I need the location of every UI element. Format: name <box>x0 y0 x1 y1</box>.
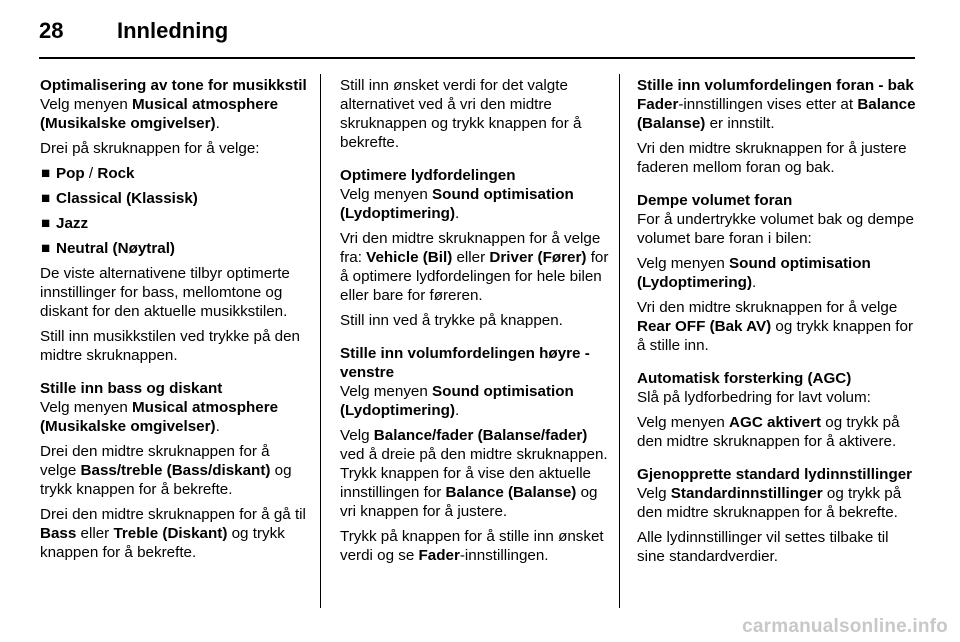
text: er innstilt. <box>705 115 775 132</box>
text: og trykk knappen for å stille inn. <box>637 318 914 354</box>
menu-term: Treble (Diskant) <box>113 525 228 542</box>
text: -innstillingen vises etter at <box>678 96 858 113</box>
text: . <box>752 274 757 291</box>
section-heading: Dempe volumet foran <box>637 192 793 209</box>
section-heading: Stille inn bass og diskant <box>40 380 223 397</box>
menu-term: Sound optimisation (Lydoptimering) <box>340 383 574 419</box>
column-right <box>637 76 917 580</box>
list-item <box>40 189 310 208</box>
text: Velg menyen <box>40 399 133 416</box>
paragraph: Still inn ved å trykke på knappen. <box>340 312 563 329</box>
bullet-icon: ■ <box>41 190 51 207</box>
menu-term: Balance (Balanse) <box>637 96 916 132</box>
text: og vri knappen for å justere. <box>340 484 598 520</box>
text: Velg <box>637 485 671 502</box>
paragraph <box>340 229 610 305</box>
paragraph <box>340 426 610 521</box>
paragraph <box>637 298 917 355</box>
text: . <box>455 402 460 419</box>
text: eller <box>452 249 490 266</box>
menu-term: Balance/fader (Balanse/fader) <box>373 427 588 444</box>
section-continued <box>340 76 610 152</box>
section-music-style <box>40 76 310 365</box>
menu-term: Sound optimisation (Lydoptimering) <box>637 255 871 291</box>
list-item <box>40 164 310 183</box>
option-term: Classical (Klassisk) <box>56 190 198 207</box>
option-term: Neutral (Nøytral) <box>56 240 175 257</box>
text: Vri den midtre skruknappen for å velge fra: <box>340 230 601 266</box>
style-list <box>40 164 310 258</box>
section-sound-distribution <box>340 166 610 330</box>
list-item <box>40 214 310 233</box>
paragraph: De viste alternativene tilbyr optimerte innstillinger for bass, mellomtone og diskant for den aktuelle musikkstilen. <box>40 265 290 320</box>
column-left <box>40 76 310 576</box>
paragraph: Vri den midtre skruknappen for å justere faderen mellom foran og bak. <box>637 140 907 176</box>
paragraph <box>40 505 310 562</box>
paragraph: For å undertrykke volumet bak og dempe volumet bare foran i bilen: <box>637 211 914 247</box>
text: / <box>84 165 98 182</box>
section-heading: Stille inn volumfordelingen foran - bak <box>637 77 914 94</box>
paragraph: Slå på lydforbedring for lavt volum: <box>637 389 871 406</box>
option-term: Jazz <box>56 215 89 232</box>
bullet-icon: ■ <box>41 215 51 232</box>
text: ved å dreie på den midtre skruknappen. Trykk knappen for å vise den aktuelle innstillingen for <box>340 446 608 501</box>
paragraph <box>340 185 610 223</box>
page-title: Innledning <box>117 18 229 43</box>
bullet-icon: ■ <box>41 240 51 257</box>
menu-term: Bass <box>40 525 77 542</box>
text: Velg menyen <box>340 186 433 203</box>
text: og trykk på den midtre skruknappen for å aktivere. <box>637 414 900 450</box>
paragraph: Drei på skruknappen for å velge: <box>40 140 260 157</box>
section-mute-front <box>637 191 917 355</box>
section-restore-defaults <box>637 465 917 566</box>
paragraph <box>40 398 310 436</box>
paragraph <box>637 95 917 133</box>
paragraph: Alle lydinnstillinger vil settes tilbake til sine standardverdier. <box>637 529 889 565</box>
text: og trykk på den midtre skruknappen for å bekrefte. <box>637 485 902 521</box>
menu-term: Driver (Fører) <box>489 249 587 266</box>
menu-term: Rear OFF (Bak AV) <box>637 318 772 335</box>
text: Drei den midtre skruknappen for å gå til <box>40 506 306 523</box>
section-balance <box>340 344 610 565</box>
text: . <box>215 115 220 132</box>
option-term: Rock <box>97 165 135 182</box>
section-heading: Automatisk forsterking (AGC) <box>637 370 852 387</box>
text: og trykk knappen for å bekrefte. <box>40 462 292 498</box>
menu-term: Musical atmosphere (Musikalske omgivelser) <box>40 96 279 132</box>
menu-term: Balance (Balanse) <box>445 484 577 501</box>
paragraph <box>40 442 310 499</box>
text: eller <box>76 525 114 542</box>
text: . <box>215 418 220 435</box>
text: Velg menyen <box>637 414 730 431</box>
section-bass-treble <box>40 379 310 562</box>
menu-term: Fader <box>637 96 679 113</box>
paragraph <box>340 527 610 565</box>
section-agc <box>637 369 917 451</box>
text: . <box>455 205 460 222</box>
paragraph: Still inn ønsket verdi for det valgte alternativet ved å vri den midtre skruknappen og trykk knappen for å bekrefte. <box>340 77 582 151</box>
header-divider <box>39 57 915 59</box>
menu-term: Standardinnstillinger <box>670 485 823 502</box>
section-heading: Gjenopprette standard lydinnstillinger <box>637 466 913 483</box>
menu-term: Sound optimisation (Lydoptimering) <box>340 186 574 222</box>
menu-term: Musical atmosphere (Musikalske omgivelser) <box>40 399 279 435</box>
paragraph <box>637 413 917 451</box>
text: for å optimere lydfordelingen for hele bilen eller bare for føreren. <box>340 249 609 304</box>
section-heading: Optimalisering av tone for musikkstil <box>40 77 307 94</box>
column-divider-1 <box>320 74 321 608</box>
text: Trykk på knappen for å stille inn ønsket verdi og se <box>340 528 604 564</box>
text: og trykk knappen for å bekrefte. <box>40 525 285 561</box>
paragraph <box>637 484 917 522</box>
paragraph <box>637 254 917 292</box>
text: Velg <box>340 427 374 444</box>
menu-term: Fader <box>418 547 460 564</box>
option-term: Pop <box>56 165 85 182</box>
watermark: carmanualsonline.info <box>742 616 948 637</box>
page-number: 28 <box>39 18 64 43</box>
text: Vri den midtre skruknappen for å velge <box>637 299 898 316</box>
column-middle <box>340 76 610 579</box>
text: Velg menyen <box>637 255 730 272</box>
list-item <box>40 239 310 258</box>
bullet-icon: ■ <box>41 165 51 182</box>
paragraph <box>340 382 610 420</box>
menu-term: Vehicle (Bil) <box>366 249 453 266</box>
paragraph <box>40 95 310 133</box>
text: Drei den midtre skruknappen for å velge <box>40 443 270 479</box>
section-heading: Stille inn volumfordelingen høyre - venstre <box>340 345 590 381</box>
text: -innstillingen. <box>459 547 549 564</box>
section-fader <box>637 76 917 177</box>
column-divider-2 <box>619 74 620 608</box>
menu-term: Bass/treble (Bass/diskant) <box>80 462 271 479</box>
paragraph: Still inn musikkstilen ved trykke på den midtre skruknappen. <box>40 328 300 364</box>
section-heading: Optimere lydfordelingen <box>340 167 516 184</box>
text: Velg menyen <box>40 96 133 113</box>
menu-term: AGC aktivert <box>729 414 822 431</box>
text: Velg menyen <box>340 383 433 400</box>
